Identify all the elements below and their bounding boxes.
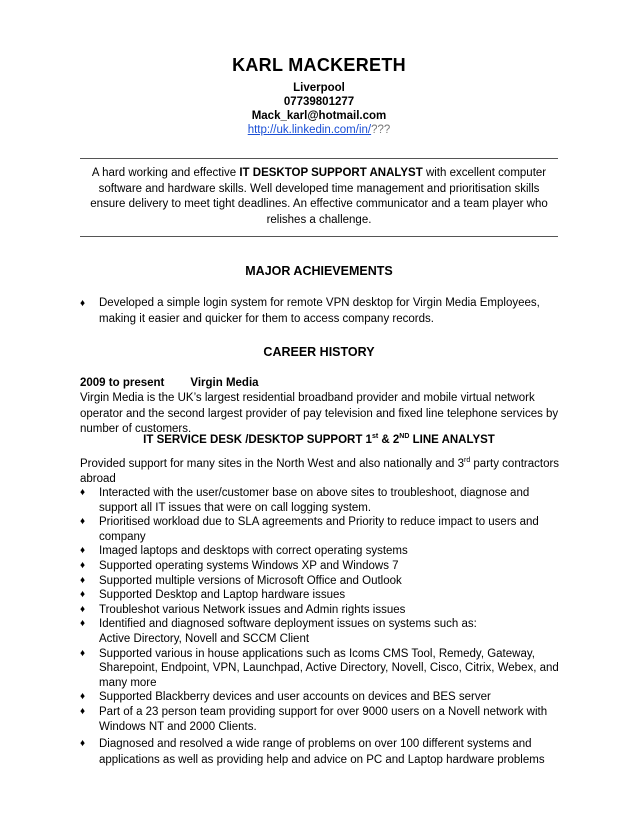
list-item (80, 617, 560, 646)
diamond-bullet-icon: ♦ (80, 516, 86, 528)
scope-sup: rd (463, 457, 471, 464)
duties-list (80, 486, 560, 734)
list-item (80, 296, 560, 327)
duty-text: Prioritised workload due to SLA agreements and Priority to reduce impact to users and company (99, 516, 539, 543)
job-employer: Virgin Media (190, 377, 259, 389)
duty-text: Part of a 23 person team providing support for over 9000 users on a Novell network with Windows NT and 2000 Clients. (99, 705, 548, 733)
diamond-bullet-icon: ♦ (80, 574, 86, 586)
summary-job-title: IT DESKTOP SUPPORT ANALYST (239, 167, 423, 179)
list-item (80, 690, 560, 705)
diamond-bullet-icon: ♦ (80, 738, 86, 749)
role-sup-1: st (371, 433, 379, 440)
diamond-bullet-icon: ♦ (80, 545, 86, 557)
list-item (80, 736, 560, 768)
role-text-2: & 2 (378, 433, 400, 446)
diamond-bullet-icon: ♦ (80, 589, 86, 601)
job-period: 2009 to present (80, 377, 165, 389)
linkedin-link[interactable]: http://uk.linkedin.com/in/ (247, 124, 372, 136)
achievement-text: Developed a simple login system for remote VPN desktop for Virgin Media Employees, making it easier and quicker for them to access company records. (99, 297, 540, 325)
list-item (80, 588, 560, 603)
email-address: Mack_karl@hotmail.com (251, 110, 387, 122)
employer-description: Virgin Media is the UK’s largest residential broadband provider and mobile virtual network operator and the second largest provider of pay television and fixed line telephone services by number of customers. (80, 392, 559, 435)
list-item (80, 603, 560, 618)
scope-text-2: party contractors abroad (80, 457, 560, 486)
duty-text: Supported operating systems Windows XP and Windows 7 (99, 559, 399, 572)
list-item (80, 486, 560, 515)
achievements-list (80, 296, 560, 327)
list-item (80, 647, 560, 691)
diamond-bullet-icon: ♦ (80, 647, 86, 659)
role-text-3: LINE ANALYST (409, 433, 495, 446)
diamond-bullet-icon: ♦ (80, 705, 86, 717)
career-heading: CAREER HISTORY (263, 345, 375, 359)
duty-text: Interacted with the user/customer base on above sites to troubleshoot, diagnose and support all IT issues that were on call logging system. (99, 487, 530, 514)
job-role-title (0, 433, 638, 446)
profile-summary (84, 166, 554, 228)
diamond-bullet-icon: ♦ (80, 618, 86, 630)
linkedin-suffix: ??? (371, 124, 391, 136)
scope-text-1: Provided support for many sites in the North West and also nationally and 3 (80, 457, 464, 470)
location: Liverpool (293, 82, 345, 94)
achievements-heading: MAJOR ACHIEVEMENTS (245, 264, 393, 278)
divider-bottom (80, 236, 558, 237)
job-line (80, 376, 259, 392)
diamond-bullet-icon: ♦ (80, 691, 86, 703)
duty-text: Imaged laptops and desktops with correct operating systems (99, 545, 408, 558)
summary-text-end: with excellent computer software and hardware skills. Well developed time management and prioritisation skills ensure delivery to meet tight deadlines. An effective communicator and a team player who relishes a challenge. (90, 167, 548, 226)
list-item (80, 544, 560, 559)
support-scope (80, 453, 560, 488)
duty-text: Supported multiple versions of Microsoft Office and Outlook (99, 574, 402, 587)
duties-list-continued (80, 736, 560, 768)
list-item (80, 705, 560, 734)
duty-text: Diagnosed and resolved a wide range of problems on over 100 different systems and applications as well as providing help and advice on PC and Laptop hardware problems (99, 738, 545, 766)
duty-text: Supported Blackberry devices and user accounts on devices and BES server (99, 691, 491, 704)
summary-text-start: A hard working and effective (91, 167, 240, 179)
role-text-1: IT SERVICE DESK /DESKTOP SUPPORT 1 (143, 433, 372, 446)
duty-text: Supported Desktop and Laptop hardware issues (99, 589, 346, 602)
diamond-bullet-icon: ♦ (80, 298, 86, 309)
diamond-bullet-icon: ♦ (80, 559, 86, 571)
list-item (80, 559, 560, 574)
phone-number: 07739801277 (283, 96, 355, 108)
linkedin-line (0, 123, 638, 137)
diamond-bullet-icon: ♦ (80, 487, 86, 498)
diamond-bullet-icon: ♦ (80, 603, 86, 615)
list-item (80, 515, 560, 544)
role-sup-2: ND (399, 433, 410, 440)
list-item (80, 574, 560, 589)
duty-text: Supported various in house applications such as Icoms CMS Tool, Remedy, Gateway, Sharepoint, Endpoint, VPN, Launchpad, Active Directory, Novell, Cisco, Citrix, Webex, and many more (99, 647, 559, 689)
duty-text: Identified and diagnosed software deployment issues on systems such as: Active Directory, Novell and SCCM Client (99, 618, 477, 645)
divider-top (80, 158, 558, 159)
candidate-name: KARL MACKERETH (232, 55, 406, 75)
duty-text: Troubleshot various Network issues and Admin rights issues (99, 603, 406, 616)
